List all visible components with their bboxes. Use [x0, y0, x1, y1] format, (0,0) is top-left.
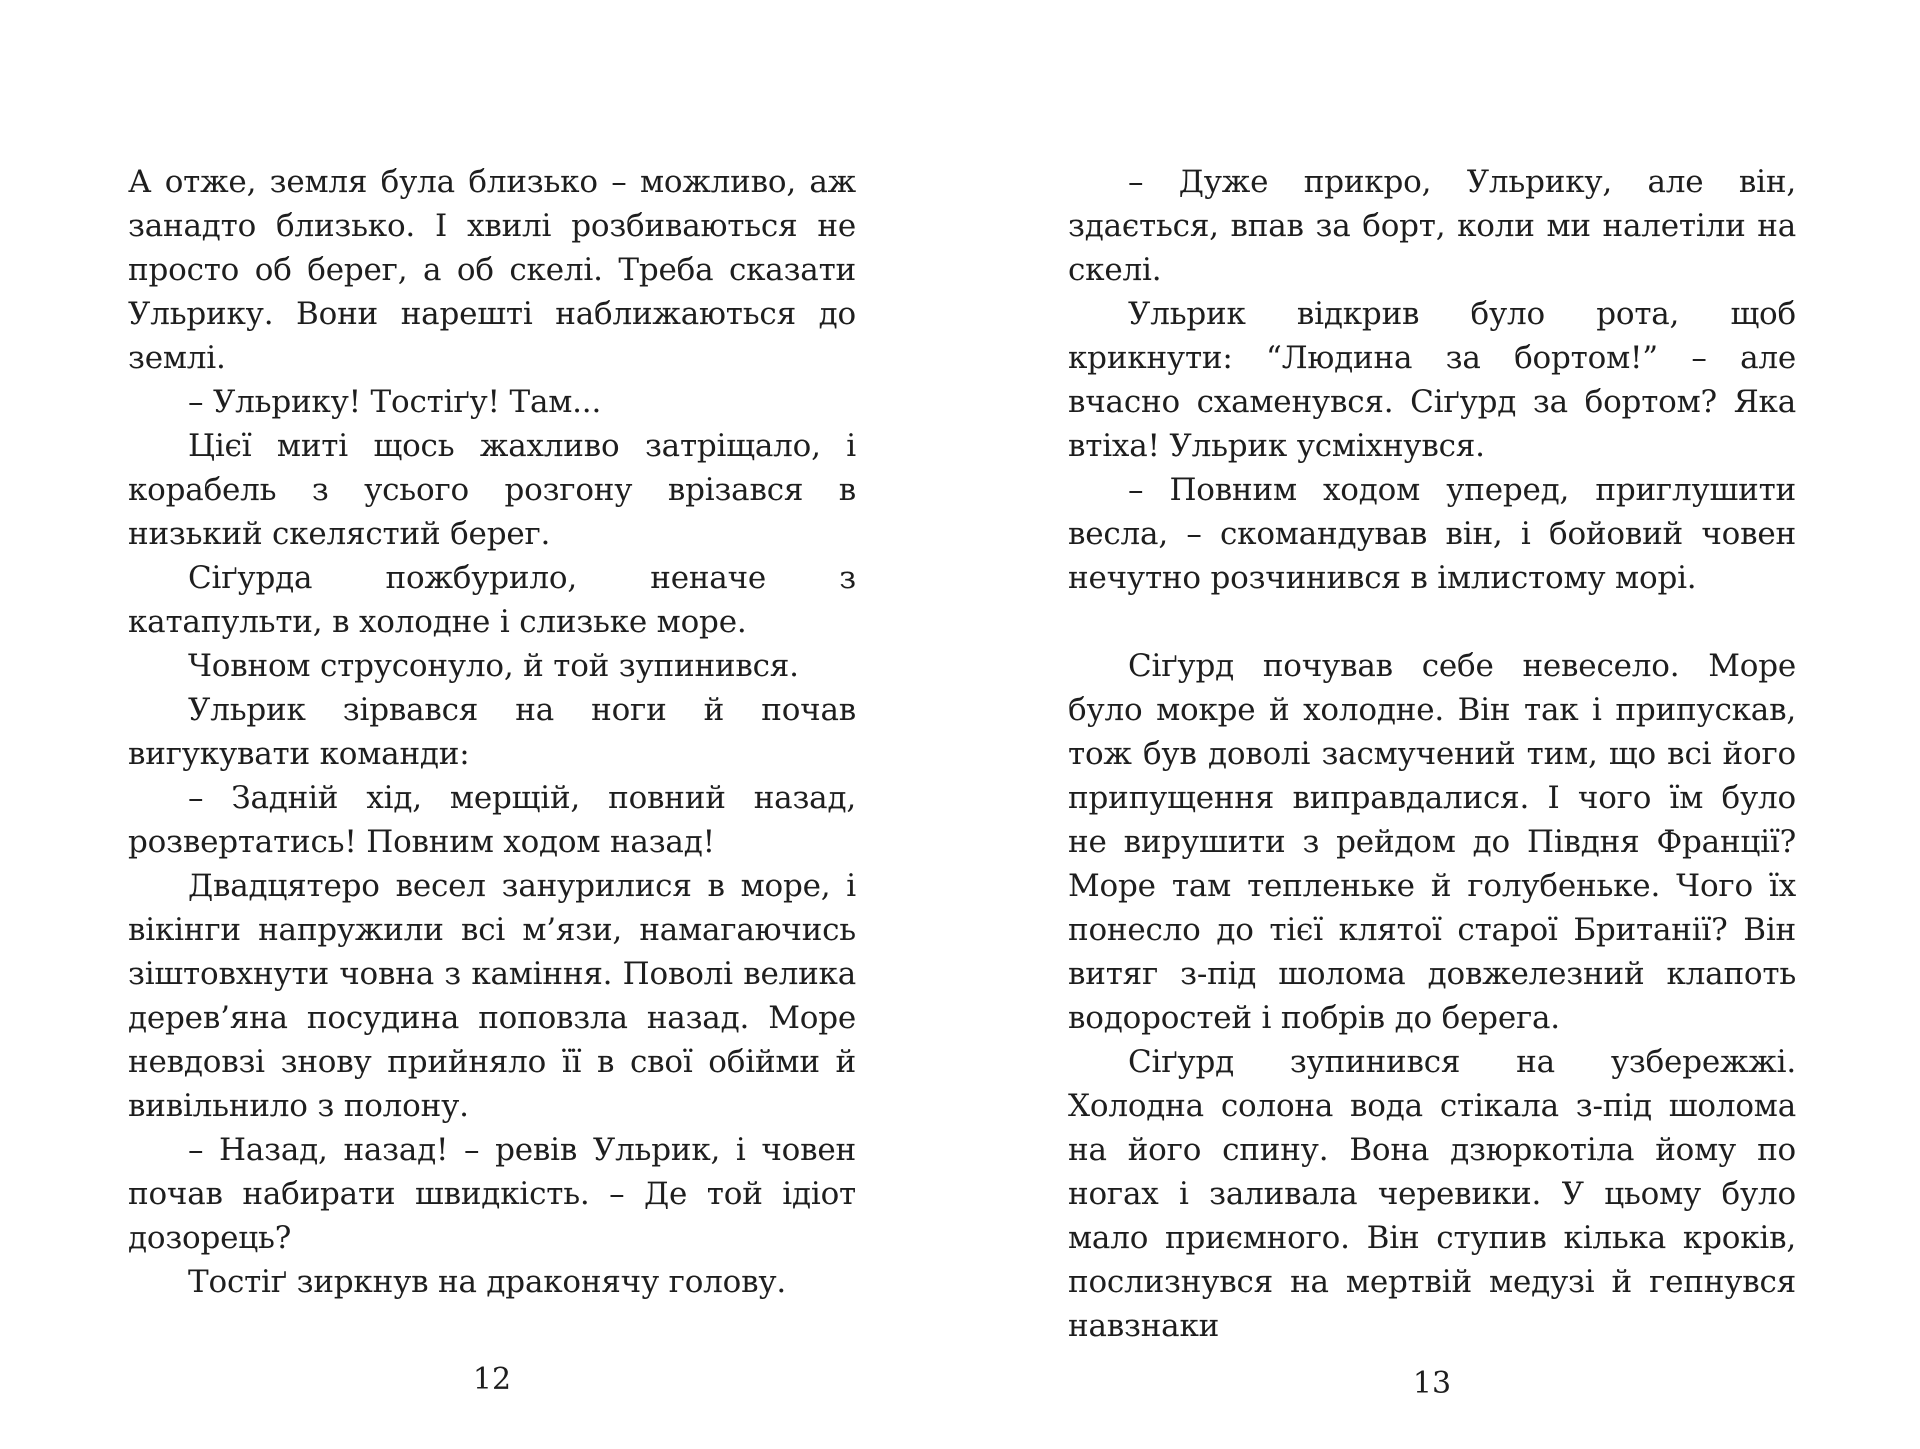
page-number: 13: [1412, 1366, 1452, 1401]
paragraph: Ульрик зірвався на ноги й почав вигукувати команди:: [128, 692, 856, 772]
paragraph: А отже, земля була близько – можливо, аж занадто близько. І хвилі розбиваються не просто об берег, а об скелі. Треба сказати Ульрику. Вони нарешті наближаються до землі.: [128, 164, 856, 376]
paragraph: Ульрик відкрив було рота, щоб крикнути: “Людина за бортом!” – але вчасно схаменувся. Сіґурд за бортом? Яка втіха! Ульрик усміхнувся.: [1068, 296, 1796, 464]
paragraph: – Ульрику! Тостіґу! Там...: [188, 384, 602, 420]
paragraph: Двадцятеро весел занурилися в море, і вікінги напружили всі м’язи, намагаючись зіштовхнути човна з каміння. Поволі велика дерев’яна посудина поповзла назад. Море невдовзі знову прийняло її в свої обійми й вивільнило з полону.: [128, 868, 856, 1124]
right-page: [1068, 160, 1796, 1400]
paragraph: – Дуже прикро, Ульрику, але він, здається, впав за борт, коли ми налетіли на скелі.: [1068, 164, 1796, 288]
paragraph: – Назад, назад! – ревів Ульрик, і човен почав набирати швидкість. – Де той ідіот дозорець?: [128, 1132, 856, 1256]
paragraph: Сіґурд зупинився на узбережжі. Холодна солона вода стікала з-під шолома на його спину. Вона дзюркотіла йому по ногах і заливала черевики. У цьому було мало приємного. Він ступив кілька кроків, послизнувся на мертвій медузі й гепнувся навзнаки: [1068, 1044, 1796, 1344]
paragraph: Тостіґ зиркнув на драконячу голову.: [188, 1264, 787, 1300]
paragraph: Цієї миті щось жахливо затріщало, і корабель з усього розгону врізався в низький скелястий берег.: [128, 428, 856, 552]
paragraph: – Задній хід, мерщій, повний назад, розвертатись! Повним ходом назад!: [128, 780, 856, 860]
left-page: [128, 160, 856, 1400]
right-page-text: [1068, 160, 1796, 1348]
paragraph: Сіґурд почував себе невесело. Море було мокре й холодне. Він так і припускав, тож був доволі засмучений тим, що всі його припущення виправдалися. І чого їм було не вирушити з рейдом до Півдня Франції? Море там тепленьке й голубеньке. Чого їх понесло до тієї клятої старої Британії? Він витяг з-під шолома довжелезний клапоть водоростей і побрів до берега.: [1068, 648, 1796, 1036]
paragraph: Човном струсонуло, й той зупинився.: [188, 648, 799, 684]
paragraph: Сіґурда пожбурило, неначе з катапульти, в холодне і слизьке море.: [128, 560, 856, 640]
paragraph: – Повним ходом уперед, приглушити весла, – скомандував він, і бойовий човен нечутно розчинився в імлистому морі.: [1068, 472, 1796, 596]
page-number: 12: [472, 1362, 512, 1397]
left-page-text: [128, 160, 856, 1304]
